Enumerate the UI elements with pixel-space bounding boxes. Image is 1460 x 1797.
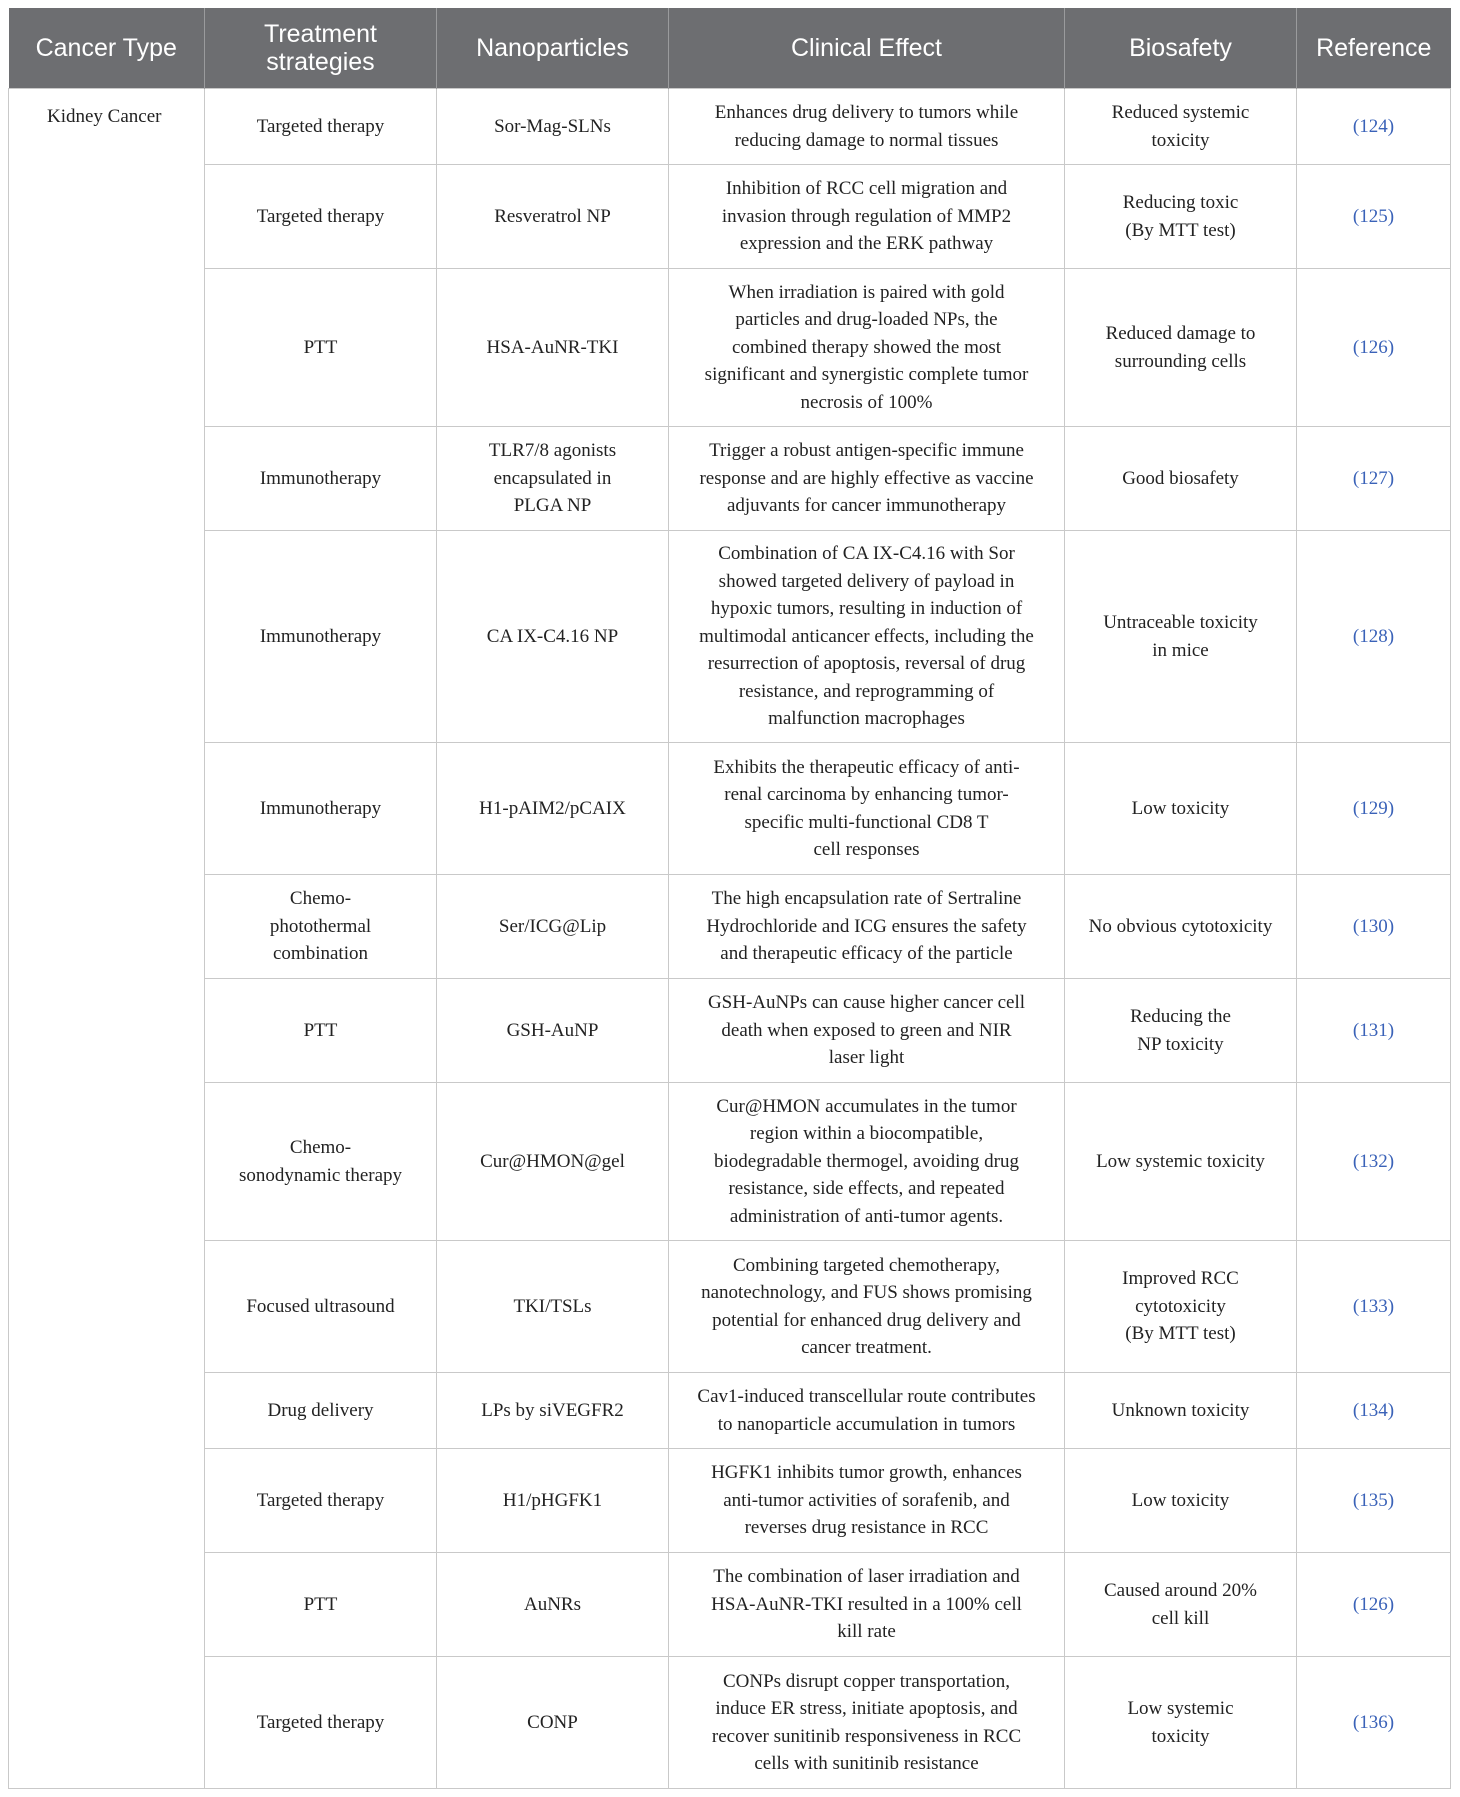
reference-cell: (125) — [1297, 165, 1451, 269]
treatment-strategy-text: Immunotherapy — [259, 467, 382, 489]
reference-cell: (128) — [1297, 531, 1451, 743]
reference-link[interactable]: 134 — [1359, 1399, 1388, 1421]
biosafety-cell — [1065, 1553, 1297, 1657]
nanoparticle-text: Resveratrol NP — [494, 205, 611, 227]
biosafety-text: No obvious cytotoxicity — [1088, 915, 1273, 937]
reference-cell: (130) — [1297, 875, 1451, 979]
clinical-effect-text: CONPs disrupt copper transportation, induce ER stress, initiate apoptosis, and recover sunitinib responsiveness in RCC cells with sunitinib resistance — [711, 1670, 1022, 1774]
clinical-effect-cell — [669, 875, 1065, 979]
clinical-effect-cell — [669, 743, 1065, 875]
reference-link[interactable]: 125 — [1359, 205, 1388, 227]
treatment-strategy-cell — [205, 1241, 437, 1373]
biosafety-text: Low systemic toxicity — [1096, 1150, 1265, 1172]
nanoparticle-cell — [437, 89, 669, 165]
nanoparticle-cell — [437, 269, 669, 427]
nanoparticle-text: H1-pAIM2/pCAIX — [479, 797, 626, 819]
clinical-effect-text: Exhibits the therapeutic efficacy of anti- renal carcinoma by enhancing tumor- specific multi-functional CD8 T cell responses — [713, 756, 1020, 860]
biosafety-text: Reduced systemic toxicity — [1111, 102, 1250, 151]
nanoparticle-text: TKI/TSLs — [513, 1295, 592, 1317]
table-row — [9, 427, 1451, 531]
treatment-strategy-text: PTT — [303, 336, 338, 358]
treatment-strategy-text: Targeted therapy — [256, 1489, 385, 1511]
treatment-strategy-cell — [205, 89, 437, 165]
table-row — [9, 1083, 1451, 1241]
nanoparticle-text: LPs by siVEGFR2 — [481, 1399, 624, 1421]
reference-link[interactable]: 131 — [1359, 1019, 1388, 1041]
nanoparticle-cell — [437, 743, 669, 875]
table-row — [9, 165, 1451, 269]
biosafety-cell — [1065, 89, 1297, 165]
treatment-strategy-cell — [205, 875, 437, 979]
header-cancer-type: Cancer Type — [9, 8, 205, 89]
treatment-strategy-text: Immunotherapy — [259, 625, 382, 647]
nanoparticle-text: TLR7/8 agonists encapsulated in PLGA NP — [488, 440, 617, 517]
reference-link[interactable]: 130 — [1359, 915, 1388, 937]
treatment-strategy-text: Chemo- photothermal combination — [269, 888, 372, 965]
treatment-strategy-text: Drug delivery — [267, 1399, 374, 1421]
clinical-effect-cell — [669, 1083, 1065, 1241]
reference-cell: (127) — [1297, 427, 1451, 531]
clinical-effect-text: The high encapsulation rate of Sertraline Hydrochloride and ICG ensures the safety and therapeutic efficacy of the particle — [706, 888, 1027, 965]
treatment-strategy-text: Chemo- sonodynamic therapy — [238, 1137, 403, 1186]
clinical-effect-text: When irradiation is paired with gold particles and drug-loaded NPs, the combined therapy showed the most significant and synergistic complete tumor necrosis of 100% — [704, 281, 1029, 413]
treatment-strategy-cell — [205, 1449, 437, 1553]
nanoparticle-text: AuNRs — [523, 1593, 581, 1615]
nanoparticle-text: CA IX-C4.16 NP — [486, 625, 619, 647]
biosafety-cell — [1065, 1373, 1297, 1449]
table-row — [9, 1449, 1451, 1553]
nanoparticle-cell — [437, 165, 669, 269]
treatment-strategy-text: Targeted therapy — [256, 1711, 385, 1733]
reference-link[interactable]: 136 — [1359, 1711, 1388, 1733]
clinical-effect-text: Inhibition of RCC cell migration and invasion through regulation of MMP2 expression and the ERK pathway — [721, 178, 1012, 255]
treatment-strategy-cell — [205, 1553, 437, 1657]
cancer-type-label: Kidney Cancer — [47, 106, 162, 127]
clinical-effect-text: Cav1-induced transcellular route contributes to nanoparticle accumulation in tumors — [697, 1386, 1036, 1435]
header-treatment-strategies: Treatment strategies — [205, 8, 437, 89]
biosafety-cell — [1065, 1657, 1297, 1789]
header-biosafety: Biosafety — [1065, 8, 1297, 89]
biosafety-text: Good biosafety — [1122, 467, 1239, 489]
biosafety-cell — [1065, 1241, 1297, 1373]
treatment-strategy-cell — [205, 269, 437, 427]
nanoparticle-table — [8, 8, 1451, 1789]
table-row — [9, 1373, 1451, 1449]
table-row — [9, 979, 1451, 1083]
nanoparticle-cell — [437, 1241, 669, 1373]
treatment-strategy-cell — [205, 1657, 437, 1789]
reference-link[interactable]: 126 — [1359, 1593, 1388, 1615]
nanoparticle-cell — [437, 531, 669, 743]
reference-cell: (134) — [1297, 1373, 1451, 1449]
biosafety-text: Reducing toxic (By MTT test) — [1122, 192, 1239, 241]
biosafety-text: Unknown toxicity — [1111, 1399, 1250, 1421]
clinical-effect-cell — [669, 427, 1065, 531]
nanoparticle-cell — [437, 1449, 669, 1553]
table-row — [9, 743, 1451, 875]
clinical-effect-cell — [669, 1553, 1065, 1657]
reference-link[interactable]: 127 — [1359, 467, 1388, 489]
header-clinical-effect: Clinical Effect — [669, 8, 1065, 89]
treatment-strategy-text: Targeted therapy — [256, 205, 385, 227]
biosafety-cell — [1065, 531, 1297, 743]
table-body — [9, 89, 1451, 1789]
clinical-effect-cell — [669, 165, 1065, 269]
biosafety-cell — [1065, 979, 1297, 1083]
reference-cell: (135) — [1297, 1449, 1451, 1553]
header-reference: Reference — [1297, 8, 1451, 89]
nanoparticle-cell — [437, 979, 669, 1083]
treatment-strategy-text: PTT — [303, 1593, 338, 1615]
biosafety-text: Low toxicity — [1131, 1489, 1230, 1511]
reference-link[interactable]: 135 — [1359, 1489, 1388, 1511]
reference-cell: (129) — [1297, 743, 1451, 875]
clinical-effect-text: Enhances drug delivery to tumors while reducing damage to normal tissues — [714, 102, 1019, 151]
treatment-strategy-cell — [205, 1083, 437, 1241]
table-row — [9, 89, 1451, 165]
nanoparticle-cell — [437, 1373, 669, 1449]
clinical-effect-text: Combining targeted chemotherapy, nanotechnology, and FUS shows promising potential for enhanced drug delivery and cancer treatment. — [701, 1254, 1032, 1358]
clinical-effect-text: The combination of laser irradiation and HSA-AuNR-TKI resulted in a 100% cell kill rate — [711, 1566, 1022, 1643]
biosafety-text: Untraceable toxicity in mice — [1103, 612, 1258, 661]
biosafety-text: Low systemic toxicity — [1127, 1698, 1234, 1747]
treatment-strategy-cell — [205, 1373, 437, 1449]
biosafety-cell — [1065, 1449, 1297, 1553]
reference-cell: (126) — [1297, 1553, 1451, 1657]
nanoparticle-cell — [437, 1083, 669, 1241]
reference-cell: (136) — [1297, 1657, 1451, 1789]
nanoparticle-text: H1/pHGFK1 — [502, 1489, 603, 1511]
biosafety-cell — [1065, 1083, 1297, 1241]
nanoparticle-cell — [437, 427, 669, 531]
nanoparticle-text: Cur@HMON@gel — [480, 1150, 625, 1172]
treatment-strategy-cell — [205, 427, 437, 531]
nanoparticle-text: HSA-AuNR-TKI — [486, 336, 619, 358]
clinical-effect-cell — [669, 1657, 1065, 1789]
biosafety-text: Improved RCC cytotoxicity (By MTT test) — [1122, 1268, 1239, 1345]
biosafety-cell — [1065, 269, 1297, 427]
table-container — [8, 8, 1450, 1789]
biosafety-cell — [1065, 165, 1297, 269]
treatment-strategy-text: PTT — [303, 1019, 338, 1041]
clinical-effect-cell — [669, 1373, 1065, 1449]
table-row — [9, 269, 1451, 427]
reference-link[interactable]: 128 — [1359, 625, 1388, 647]
clinical-effect-cell — [669, 89, 1065, 165]
nanoparticle-text: GSH-AuNP — [506, 1019, 599, 1041]
treatment-strategy-text: Targeted therapy — [256, 115, 385, 137]
reference-link[interactable]: 129 — [1359, 797, 1388, 819]
reference-cell: (126) — [1297, 269, 1451, 427]
clinical-effect-cell — [669, 979, 1065, 1083]
clinical-effect-text: Trigger a robust antigen-specific immune response and are highly effective as vaccine adjuvants for cancer immunotherapy — [699, 440, 1034, 517]
nanoparticle-cell — [437, 1657, 669, 1789]
reference-link[interactable]: 126 — [1359, 336, 1388, 358]
biosafety-cell — [1065, 743, 1297, 875]
table-row — [9, 875, 1451, 979]
clinical-effect-text: HGFK1 inhibits tumor growth, enhances anti-tumor activities of sorafenib, and reverses drug resistance in RCC — [711, 1462, 1022, 1539]
biosafety-text: Reduced damage to surrounding cells — [1105, 323, 1256, 372]
treatment-strategy-cell — [205, 979, 437, 1083]
clinical-effect-text: Cur@HMON accumulates in the tumor region within a biocompatible, biodegradable thermogel, avoiding drug resistance, side effects, and repeated administration of anti-tumor agents. — [714, 1095, 1019, 1227]
clinical-effect-cell — [669, 1241, 1065, 1373]
biosafety-text: Low toxicity — [1131, 797, 1230, 819]
clinical-effect-cell — [669, 269, 1065, 427]
header-nanoparticles: Nanoparticles — [437, 8, 669, 89]
clinical-effect-text: GSH-AuNPs can cause higher cancer cell death when exposed to green and NIR laser light — [707, 992, 1026, 1069]
nanoparticle-text: CONP — [527, 1711, 578, 1733]
biosafety-cell — [1065, 427, 1297, 531]
biosafety-cell — [1065, 875, 1297, 979]
table-row — [9, 1553, 1451, 1657]
treatment-strategy-text: Focused ultrasound — [246, 1295, 395, 1317]
treatment-strategy-cell — [205, 743, 437, 875]
table-row — [9, 1657, 1451, 1789]
cancer-type-cell — [9, 89, 205, 1789]
reference-link[interactable]: 124 — [1359, 115, 1388, 137]
biosafety-text: Reducing the NP toxicity — [1130, 1006, 1231, 1055]
header-row — [9, 8, 1451, 89]
nanoparticle-text: Sor-Mag-SLNs — [494, 115, 611, 137]
reference-cell: (132) — [1297, 1083, 1451, 1241]
reference-cell: (131) — [1297, 979, 1451, 1083]
reference-link[interactable]: 132 — [1359, 1150, 1388, 1172]
biosafety-text: Caused around 20% cell kill — [1103, 1580, 1258, 1629]
clinical-effect-cell — [669, 531, 1065, 743]
clinical-effect-cell — [669, 1449, 1065, 1553]
table-row — [9, 1241, 1451, 1373]
treatment-strategy-cell — [205, 165, 437, 269]
treatment-strategy-cell — [205, 531, 437, 743]
nanoparticle-text: Ser/ICG@Lip — [498, 915, 607, 937]
reference-cell: (124) — [1297, 89, 1451, 165]
reference-cell: (133) — [1297, 1241, 1451, 1373]
clinical-effect-text: Combination of CA IX-C4.16 with Sor showed targeted delivery of payload in hypoxic tumors, resulting in induction of multimodal anticancer effects, including the resurrection of apoptosis, reversal of drug resistance, and reprogramming of malfunction macrophages — [699, 543, 1034, 730]
nanoparticle-cell — [437, 1553, 669, 1657]
nanoparticle-cell — [437, 875, 669, 979]
treatment-strategy-text: Immunotherapy — [259, 797, 382, 819]
table-row — [9, 531, 1451, 743]
reference-link[interactable]: 133 — [1359, 1295, 1388, 1317]
